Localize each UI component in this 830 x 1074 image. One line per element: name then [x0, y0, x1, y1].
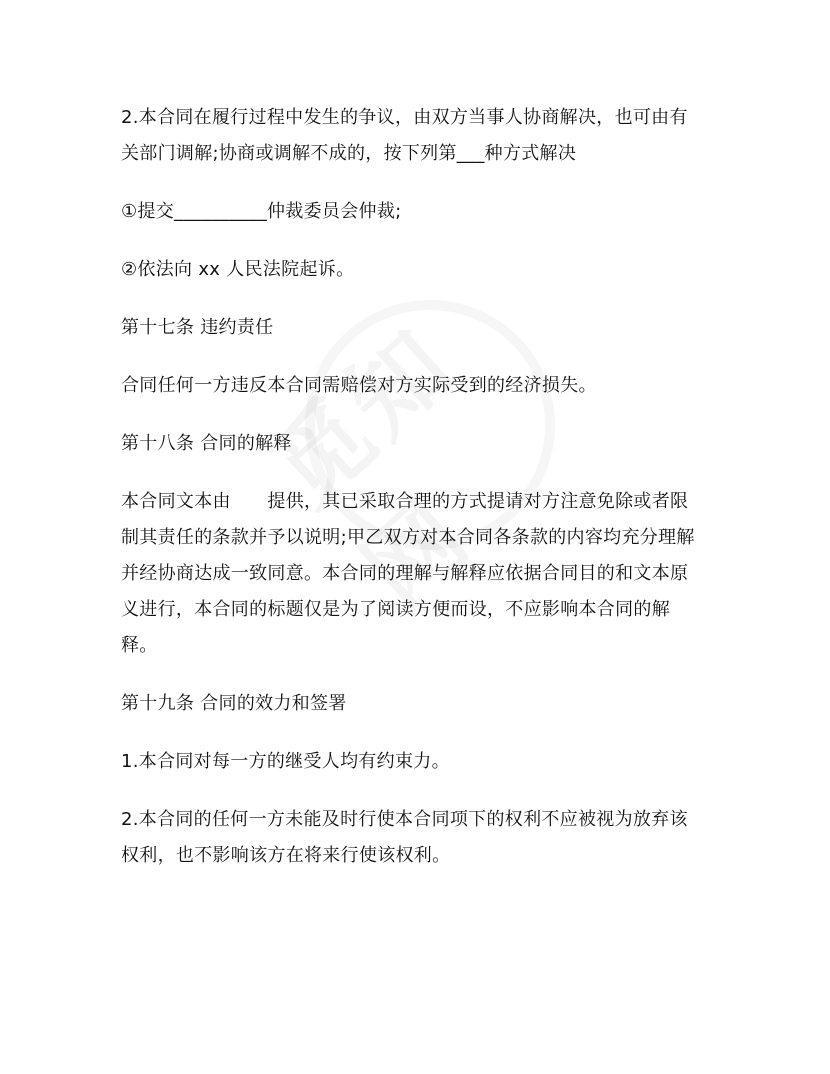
arbitration-option: ①提交__________仲裁委员会仲裁; [121, 201, 402, 222]
article-19-item-2: 2.本合同的任何一方未能及时行使本合同项下的权利不应被视为放弃该权利，也不影响该方在将来行使该权利。 [121, 809, 688, 866]
document-body [121, 100, 701, 896]
article-17-heading: 第十七条 违约责任 [121, 317, 274, 338]
dispute-resolution-clause: 2.本合同在履行过程中发生的争议，由双方当事人协商解决，也可由有关部门调解;协商或调解不成的，按下列第___种方式解决 [121, 107, 688, 164]
litigation-option: ②依法向 xx 人民法院起诉。 [121, 259, 355, 280]
article-17-text: 合同任何一方违反本合同需赔偿对方实际受到的经济损失。 [121, 375, 597, 396]
article-18-text: 本合同文本由 提供，其已采取合理的方式提请对方注意免除或者限制其责任的条款并予以说明;甲乙双方对本合同各条款的内容均充分理解并经协商达成一致同意。本合同的理解与解释应依据合同目的和文本原义进行，本合同的标题仅是为了阅读方便而设，不应影响本合同的解释。 [121, 491, 695, 656]
article-19-item-1: 1.本合同对每一方的继受人均有约束力。 [121, 751, 450, 772]
article-18-heading: 第十八条 合同的解释 [121, 433, 292, 454]
article-19-heading: 第十九条 合同的效力和签署 [121, 693, 347, 714]
